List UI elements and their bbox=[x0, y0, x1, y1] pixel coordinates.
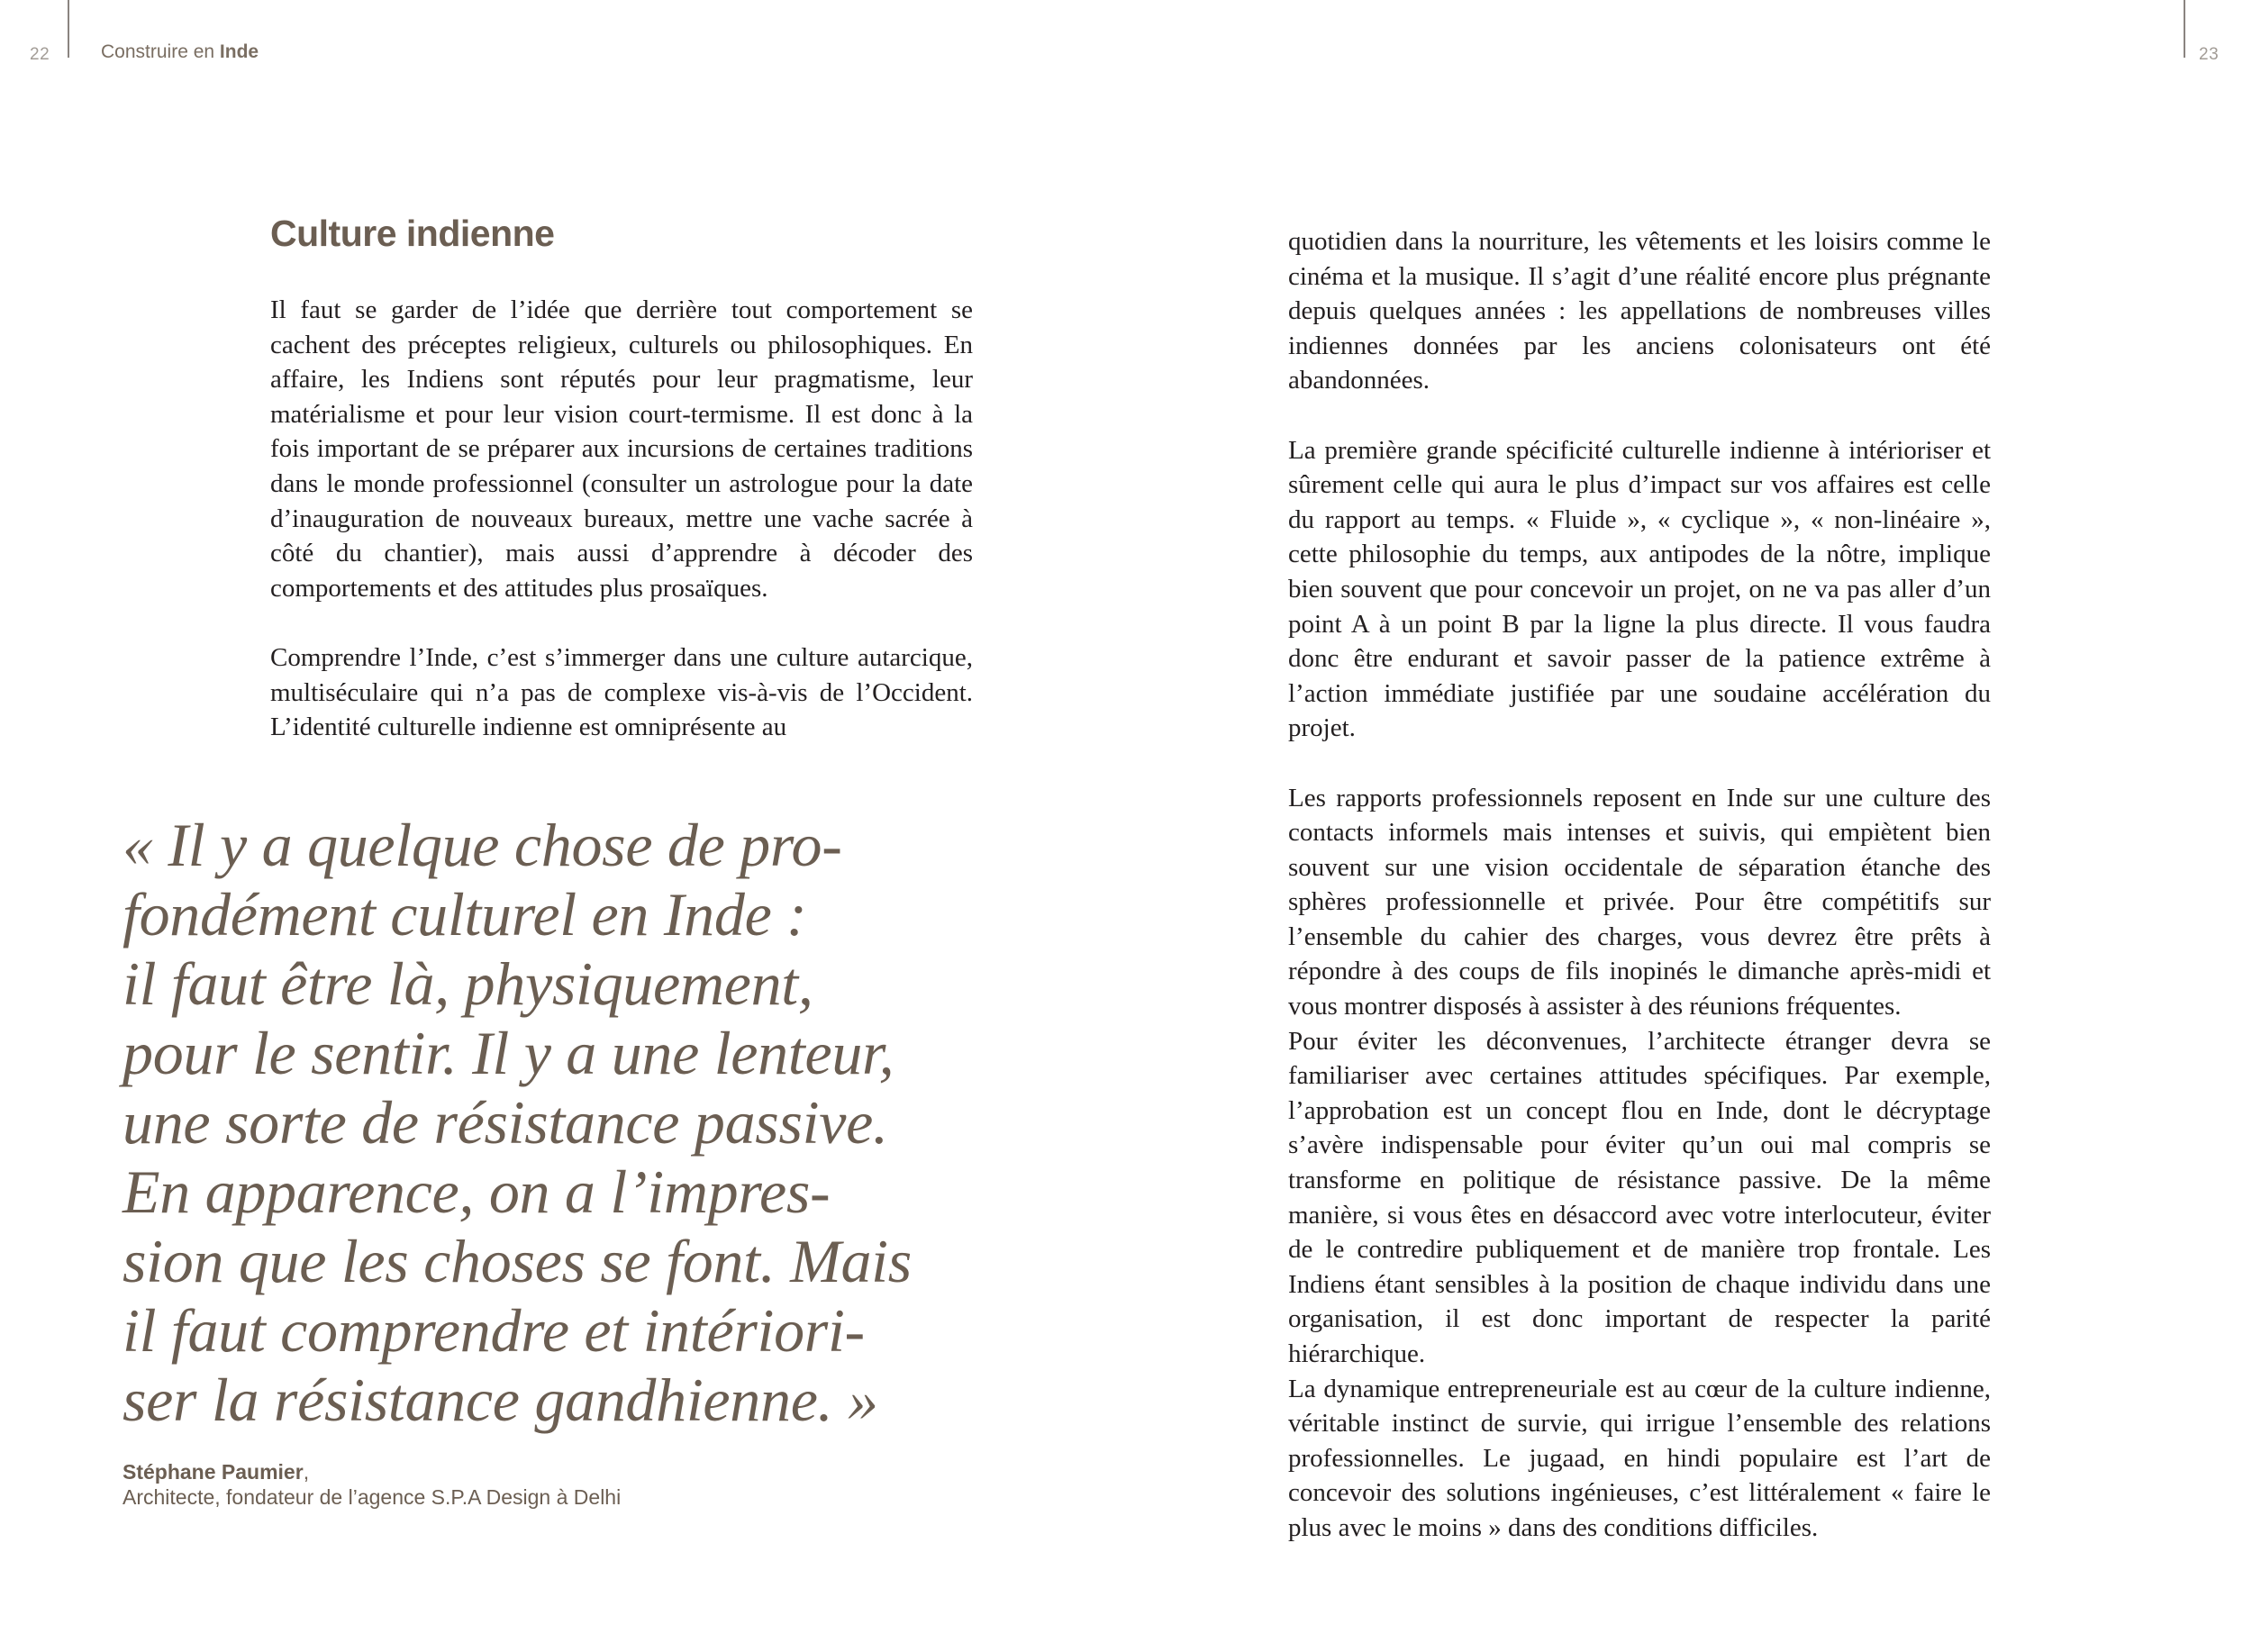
body-paragraph: Les rapports professionnels reposent en Inde sur une culture des contacts informels mais intenses et suivis, qui empiètent bien souvent sur une vision occidentale de séparation étanche des sphères professionnelle et privée. Pour être compétitifs sur l’ensemble du cahier des charges, vous devrez être prêts à répondre à des coups de fils inopinés le dimanche après-midi et vous montrer disposés à assister à des réunions fréquentes. bbox=[1288, 783, 1991, 1021]
left-text-column bbox=[270, 293, 973, 745]
body-paragraph: Pour éviter les déconvenues, l’architecte étranger devra se familiariser avec certaines attitudes spécifiques. Par exemple, l’approbation est un concept flou en Inde, dont le décryptage s’avère indispensable pour éviter qu’un oui mal compris se transforme en politique de résistance passive. De la même manière, si vous êtes en désaccord avec votre interlocuteur, éviter de le contredire publiquement et de manière trop frontale. Les Indiens étant sensibles à la position de chaque individu dans une organisation, il est donc important de respecter la parité hiérarchique. bbox=[1288, 1026, 1991, 1368]
quote-line: il faut comprendre et intériori- bbox=[123, 1296, 865, 1365]
section-title: Culture indienne bbox=[270, 213, 555, 254]
attribution-role: Architecte, fondateur de l’agence S.P.A Design à Delhi bbox=[123, 1485, 622, 1509]
body-paragraph: La première grande spécificité culturelle indienne à intérioriser et sûrement celle qui aura le plus d’impact sur vos affaires est celle du rapport au temps. « Fluide », « cyclique », « non-linéaire », cette philosophie du temps, aux antipodes de la nôtre, implique bien souvent que pour concevoir un projet, on ne va pas aller d’un point A à un point B par la ligne la plus directe. Il vous faudra donc être endurant et savoir passer de la patience extrême à l’action immédiate justifiée par une soudaine accélération du projet. bbox=[1288, 435, 1991, 743]
running-head-strong: Inde bbox=[219, 41, 259, 62]
attribution-comma: , bbox=[303, 1460, 310, 1484]
right-page-number: 23 bbox=[2199, 45, 2220, 64]
right-text-column bbox=[1288, 224, 1991, 1546]
running-head-prefix: Construire en bbox=[101, 41, 220, 62]
attribution-name-line bbox=[123, 1459, 621, 1484]
quote-line: il faut être là, physiquement, bbox=[123, 949, 813, 1018]
body-paragraph: La dynamique entrepreneuriale est au cœur de la culture indienne, véritable instinct de survie, qui irrigue l’ensemble des relations professionnelles. Le jugaad, en hindi populaire est l’art de concevoir des solutions ingénieuses, c’est littéralement « faire le plus avec le moins » dans des conditions difficiles. bbox=[1288, 1374, 1991, 1542]
quote-attribution bbox=[123, 1459, 621, 1510]
pull-quote bbox=[123, 811, 987, 1435]
quote-line: sion que les choses se font. Mais bbox=[123, 1227, 912, 1295]
right-page-rule bbox=[2184, 0, 2185, 58]
body-paragraph: quotidien dans la nourriture, les vêtements et les loisirs comme le cinéma et la musique. Il s’agit d’une réalité encore plus prégnante depuis quelques années : les appellations de nombreuses villes indiennes données par les anciens colonisateurs ont été abandonnées. bbox=[1288, 227, 1991, 395]
left-page-number: 22 bbox=[30, 45, 50, 64]
body-paragraph: Comprendre l’Inde, c’est s’immerger dans une culture autarcique, multiséculaire qui n’a pas de complexe vis-à-vis de l’Occident. L’identité culturelle indienne est omniprésente au bbox=[270, 642, 973, 742]
quote-line: pour le sentir. Il y a une lenteur, bbox=[123, 1019, 894, 1087]
quote-line: fondément culturel en Inde : bbox=[123, 880, 807, 949]
quote-line: ser la résistance gandhienne. » bbox=[123, 1366, 878, 1434]
quote-line: En apparence, on a l’impres- bbox=[123, 1157, 831, 1226]
running-head bbox=[101, 41, 259, 63]
left-page-rule bbox=[68, 0, 69, 58]
quote-line: « Il y a quelque chose de pro- bbox=[123, 811, 842, 879]
attribution-name: Stéphane Paumier bbox=[123, 1460, 304, 1484]
body-paragraph: Il faut se garder de l’idée que derrière tout comportement se cachent des préceptes religieux, culturels ou philosophiques. En affaire, les Indiens sont réputés pour leur pragmatisme, leur matérialisme et pour leur vision court-termisme. Il est donc à la fois important de se préparer aux incursions de certaines traditions dans le monde professionnel (consulter un astrologue pour la date d’inauguration de nouveaux bureaux, mettre une vache sacrée à côté du chantier), mais aussi d’apprendre à décoder des comportements et des attitudes plus prosaïques. bbox=[270, 295, 973, 603]
quote-line: une sorte de résistance passive. bbox=[123, 1088, 888, 1157]
